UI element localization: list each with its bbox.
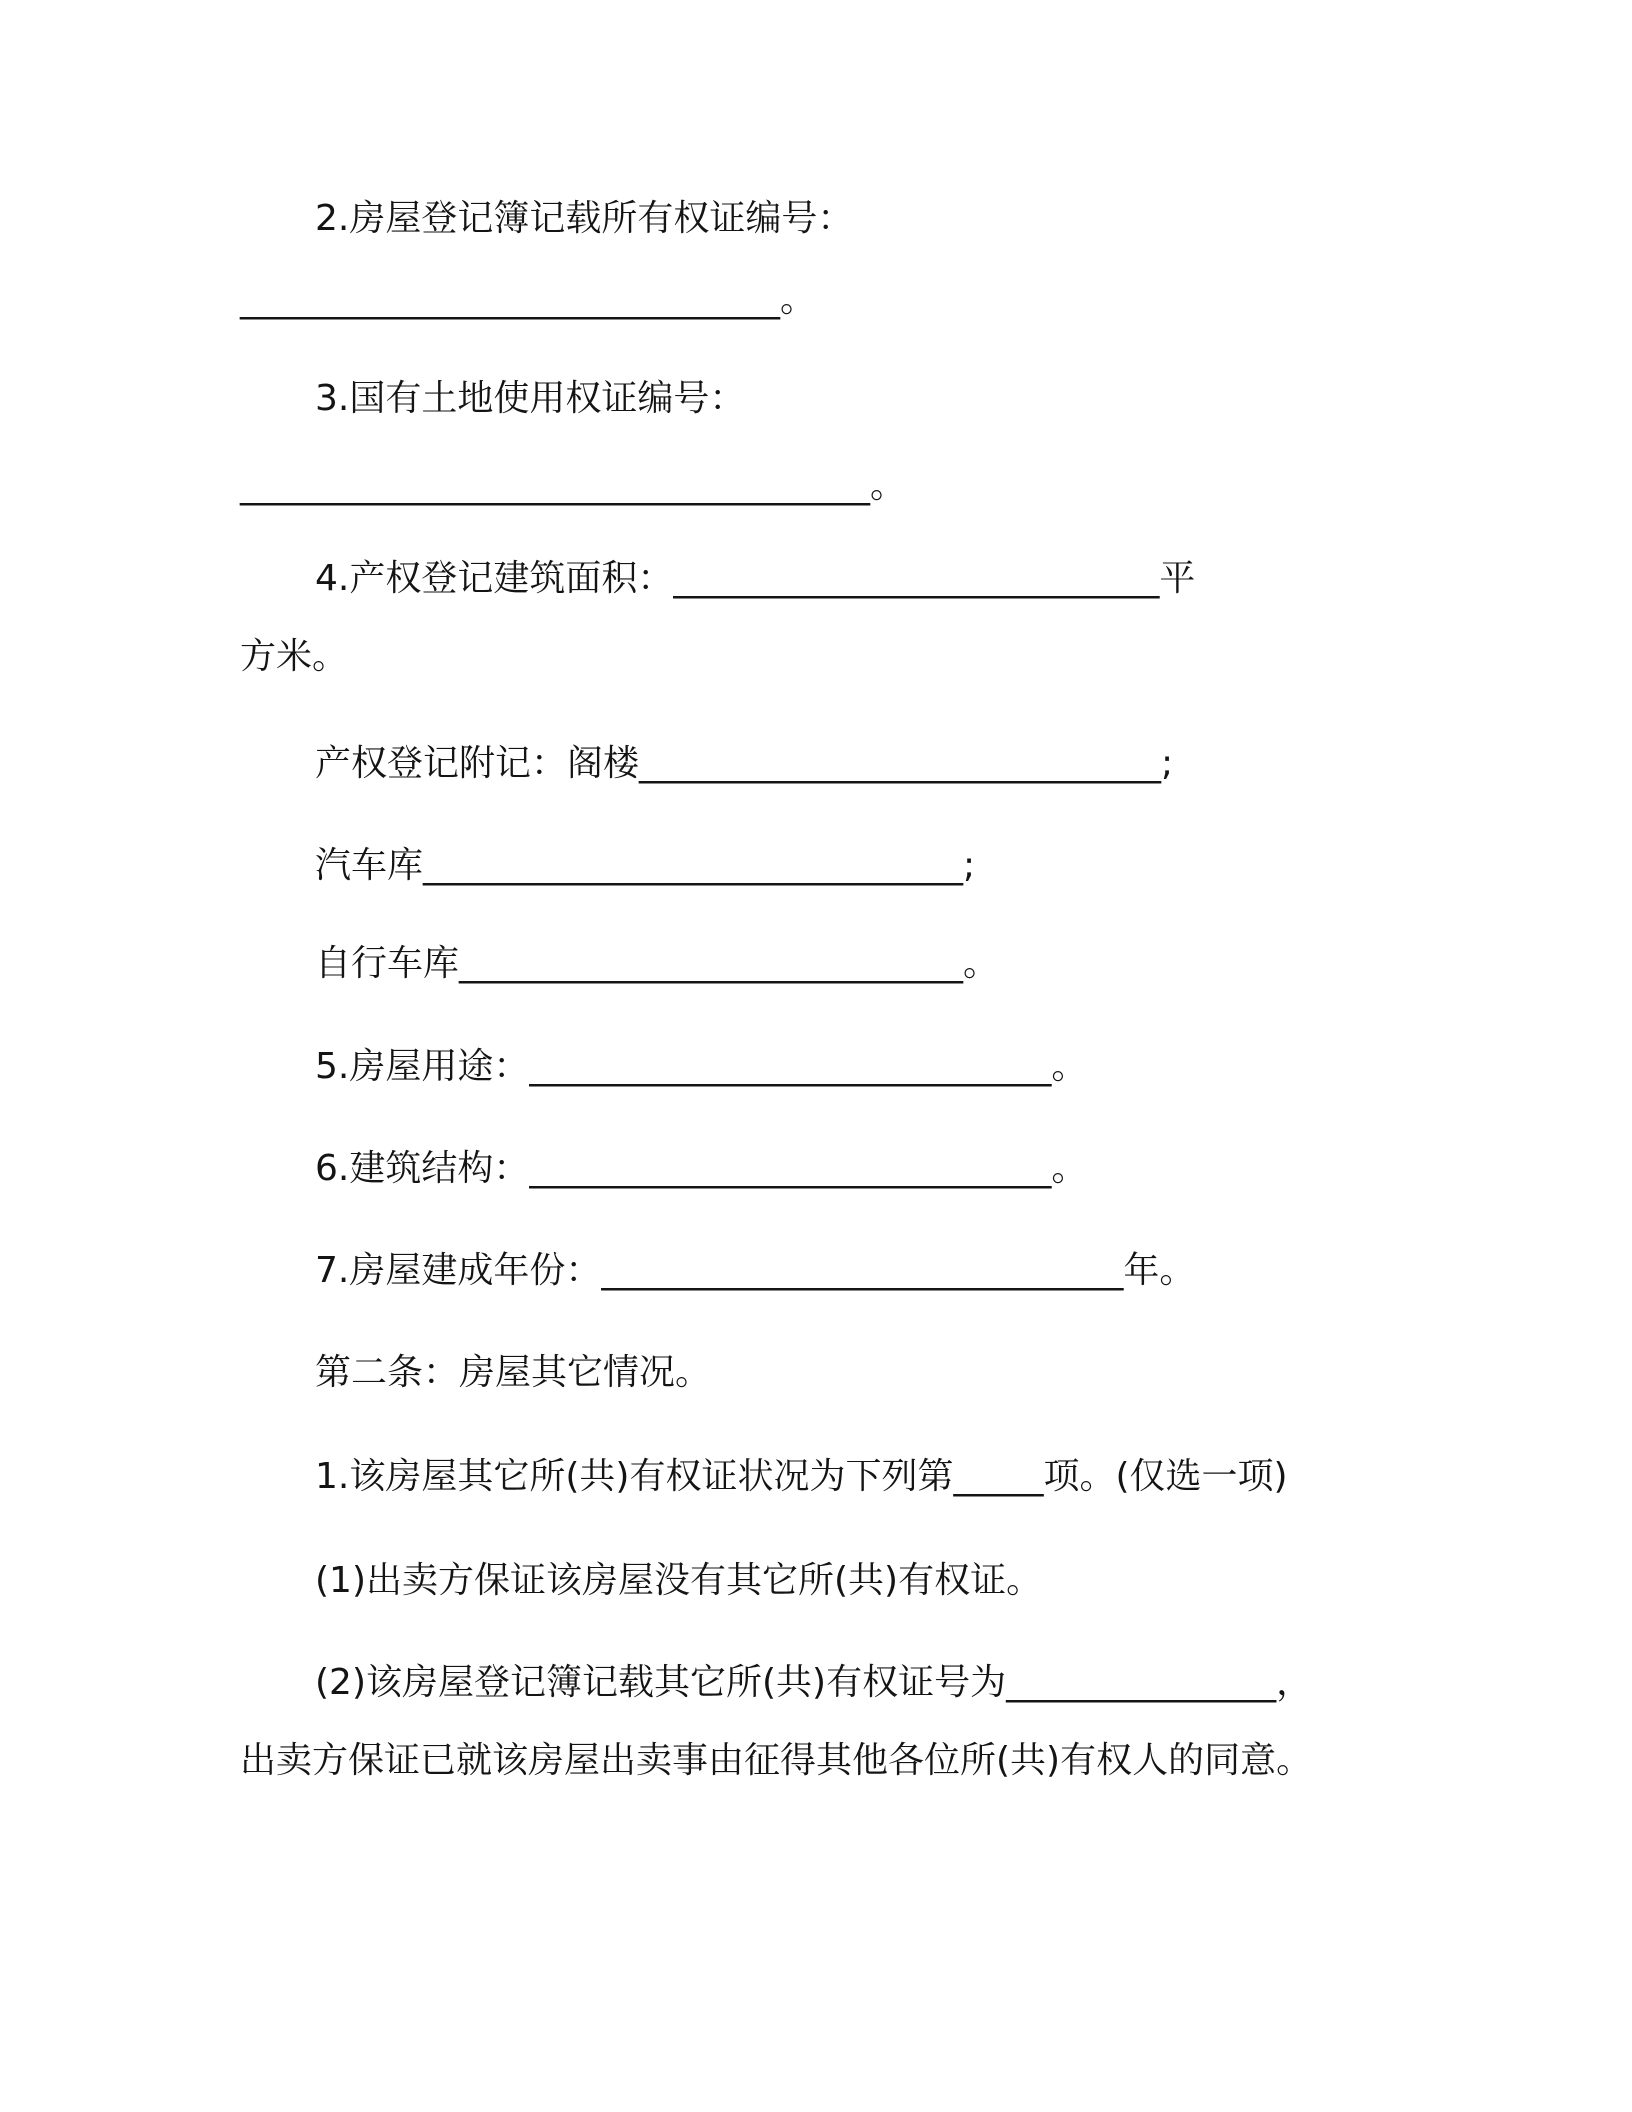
item-4-unit-continuation: 方米。 xyxy=(240,636,349,677)
article-2-item-1: 1.该房屋其它所(共)有权证状况为下列第_____项。(仅选一项) xyxy=(315,1456,1288,1497)
item-2-ownership-cert-label: 2.房屋登记簿记载所有权证编号： xyxy=(315,198,854,239)
option-2: (2)该房屋登记簿记载其它所(共)有权证号为_______________， xyxy=(315,1662,1313,1703)
item-7-build-year: 7.房屋建成年份：_____________________________年。 xyxy=(315,1250,1196,1291)
item-3-blank-line: ___________________________________。 xyxy=(240,465,906,506)
item-6-structure: 6.建筑结构：_____________________________。 xyxy=(315,1148,1088,1189)
attic-note: 产权登记附记：阁楼_____________________________; xyxy=(315,743,1174,784)
item-5-house-use: 5.房屋用途：_____________________________。 xyxy=(315,1046,1088,1087)
option-1: (1)出卖方保证该房屋没有其它所(共)有权证。 xyxy=(315,1560,1043,1601)
article-2-heading: 第二条：房屋其它情况。 xyxy=(315,1352,712,1393)
bicycle-garage-note: 自行车库____________________________。 xyxy=(315,943,1000,984)
option-2-continuation: 出卖方保证已就该房屋出卖事由征得其他各位所(共)有权人的同意。 xyxy=(240,1740,1313,1781)
item-3-land-cert-label: 3.国有土地使用权证编号： xyxy=(315,378,746,419)
item-4-floor-area: 4.产权登记建筑面积：___________________________平 xyxy=(315,558,1196,599)
garage-note: 汽车库______________________________; xyxy=(315,845,976,886)
item-2-blank-line: ______________________________。 xyxy=(240,279,816,320)
